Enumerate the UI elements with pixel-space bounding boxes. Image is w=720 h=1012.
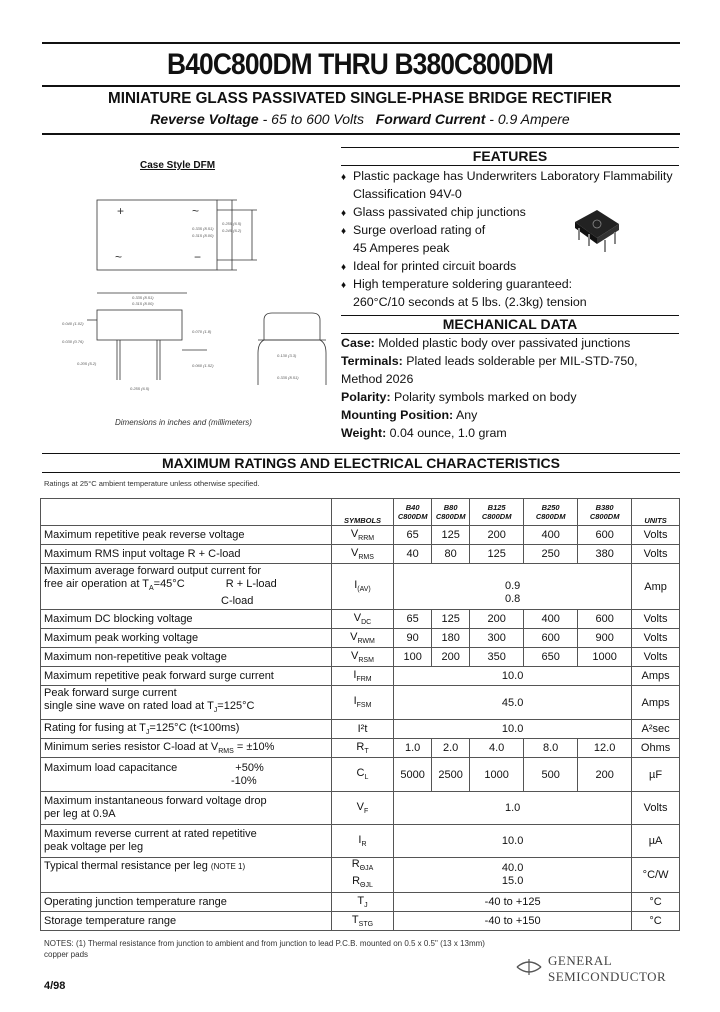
svg-text:0.335 (8.51): 0.335 (8.51) bbox=[192, 226, 214, 231]
features-heading: FEATURES bbox=[472, 148, 548, 164]
row-desc: Maximum average forward output current for free air operation at $T_A=45^\circ C$ R + L-load C-load bbox=[41, 564, 332, 610]
svg-text:0.255 (6.5): 0.255 (6.5) bbox=[222, 221, 242, 226]
reverse-voltage-value: - 65 to 600 Volts bbox=[258, 111, 365, 127]
row-value: 2500 bbox=[432, 758, 470, 792]
row-value: 0.9 0.8 bbox=[394, 564, 632, 610]
svg-text:~: ~ bbox=[115, 250, 123, 264]
features-rule-bottom bbox=[341, 165, 679, 166]
brand-general: GENERAL bbox=[548, 953, 613, 968]
table-row bbox=[41, 720, 680, 739]
header-part: B125 C800DM bbox=[470, 499, 524, 526]
feature-item: ♦ Plastic package has Underwriters Laboratory Flammability bbox=[341, 169, 673, 183]
svg-text:0.030 (0.76): 0.030 (0.76) bbox=[62, 339, 84, 344]
row-desc: Typical thermal resistance per leg (NOTE 1) bbox=[41, 858, 332, 893]
row-symbol: $V_F$ bbox=[331, 792, 393, 825]
dimensions-caption: Dimensions in inches and (millimeters) bbox=[115, 418, 252, 427]
header-part: B40 C800DM bbox=[394, 499, 432, 526]
row-symbol: $V_{DC}$ bbox=[331, 610, 393, 629]
row-value: 500 bbox=[524, 758, 578, 792]
row-value: 4.0 bbox=[470, 739, 524, 758]
row-value: 5000 bbox=[394, 758, 432, 792]
header-blank bbox=[41, 499, 332, 526]
row-value: 650 bbox=[524, 648, 578, 667]
header-units: UNITS bbox=[632, 499, 680, 526]
row-value: 2.0 bbox=[432, 739, 470, 758]
row-value: 380 bbox=[578, 545, 632, 564]
row-desc: Maximum repetitive peak forward surge current bbox=[41, 667, 332, 686]
svg-text:+: + bbox=[117, 204, 125, 218]
row-value: 10.0 bbox=[394, 825, 632, 858]
ratings-heading: MAXIMUM RATINGS AND ELECTRICAL CHARACTERISTICS bbox=[162, 455, 560, 471]
row-value: -40 to +125 bbox=[394, 893, 632, 912]
table-row bbox=[41, 792, 680, 825]
table-row bbox=[41, 758, 680, 792]
row-value: 400 bbox=[524, 526, 578, 545]
row-desc: Operating junction temperature range bbox=[41, 893, 332, 912]
row-desc: Maximum RMS input voltage R + C-load bbox=[41, 545, 332, 564]
feature-item: ♦ Glass passivated chip junctions bbox=[341, 205, 526, 219]
row-symbol: $V_{RRM}$ bbox=[331, 526, 393, 545]
table-row bbox=[41, 825, 680, 858]
row-symbol: $R_T$ bbox=[331, 739, 393, 758]
row-value: 125 bbox=[432, 526, 470, 545]
general-semiconductor-logo-icon bbox=[513, 955, 545, 979]
row-unit: Volts bbox=[632, 792, 680, 825]
row-unit: µF bbox=[632, 758, 680, 792]
row-value: 400 bbox=[524, 610, 578, 629]
row-unit: Ohms bbox=[632, 739, 680, 758]
package-dimension-drawing bbox=[42, 175, 332, 425]
svg-text:−: − bbox=[194, 250, 202, 264]
row-value: 65 bbox=[394, 610, 432, 629]
row-unit: Volts bbox=[632, 648, 680, 667]
row-value: 200 bbox=[432, 648, 470, 667]
row-desc: Maximum non-repetitive peak voltage bbox=[41, 648, 332, 667]
row-unit: °C bbox=[632, 893, 680, 912]
row-unit: A²sec bbox=[632, 720, 680, 739]
row-value: 40 bbox=[394, 545, 432, 564]
mech-mounting: Mounting Position: Any bbox=[341, 408, 478, 422]
row-unit: Amp bbox=[632, 564, 680, 610]
mech-terminals: Terminals: Plated leads solderable per MIL-STD-750, bbox=[341, 354, 638, 368]
row-desc: Minimum series resistor C-load at $V_{RMS} = \pm 10\%$ bbox=[41, 739, 332, 758]
row-value: 180 bbox=[432, 629, 470, 648]
row-value: 125 bbox=[470, 545, 524, 564]
row-symbol: $I_{(AV)}$ bbox=[331, 564, 393, 610]
row-desc: Maximum DC blocking voltage bbox=[41, 610, 332, 629]
svg-text:0.205 (5.2): 0.205 (5.2) bbox=[77, 361, 97, 366]
table-row bbox=[41, 564, 680, 610]
header-rule bbox=[42, 133, 680, 135]
forward-current-value: - 0.9 Ampere bbox=[485, 111, 570, 127]
row-symbol: I²t bbox=[331, 720, 393, 739]
svg-text:0.070 (1.8): 0.070 (1.8) bbox=[192, 329, 212, 334]
row-value: 45.0 bbox=[394, 686, 632, 720]
svg-text:~: ~ bbox=[192, 204, 200, 218]
svg-text:0.315 (8.00): 0.315 (8.00) bbox=[132, 301, 154, 306]
row-value: 200 bbox=[578, 758, 632, 792]
row-desc: Maximum reverse current at rated repetitive peak voltage per leg bbox=[41, 825, 332, 858]
ratings-rule-bottom bbox=[42, 472, 680, 473]
reverse-voltage-label: Reverse Voltage bbox=[150, 111, 259, 127]
row-symbol: $T_{STG}$ bbox=[331, 912, 393, 931]
row-value: 1.0 bbox=[394, 792, 632, 825]
mech-case: Case: Molded plastic body over passivated junctions bbox=[341, 336, 631, 350]
table-row bbox=[41, 858, 680, 893]
rating-summary bbox=[0, 111, 720, 127]
header-part: B250 C800DM bbox=[524, 499, 578, 526]
row-value: 125 bbox=[432, 610, 470, 629]
top-rule bbox=[42, 42, 680, 44]
notes-line-1: NOTES: (1) Thermal resistance from junction to ambient and from junction to lead P.C.B. mounted on 0.5 x 0.5" (13 x 13mm) bbox=[44, 939, 485, 948]
row-symbol: $R_{\Theta JA}$ $R_{\Theta JL}$ bbox=[331, 858, 393, 893]
notes-line-2: copper pads bbox=[44, 950, 89, 959]
table-row bbox=[41, 629, 680, 648]
header-symbols: SYMBOLS bbox=[331, 499, 393, 526]
svg-text:0.130 (3.3): 0.130 (3.3) bbox=[277, 353, 297, 358]
feature-item-cont: 45 Amperes peak bbox=[353, 241, 450, 255]
table-row bbox=[41, 739, 680, 758]
forward-current-label: Forward Current bbox=[375, 111, 486, 127]
row-desc: Storage temperature range bbox=[41, 912, 332, 931]
row-unit: Volts bbox=[632, 629, 680, 648]
row-unit: °C/W bbox=[632, 858, 680, 893]
table-row bbox=[41, 545, 680, 564]
row-symbol: $I_{FSM}$ bbox=[331, 686, 393, 720]
brand-semiconductor: SEMICONDUCTOR bbox=[548, 969, 667, 984]
row-desc: Maximum peak working voltage bbox=[41, 629, 332, 648]
row-symbol: $V_{RWM}$ bbox=[331, 629, 393, 648]
row-value: 1.0 bbox=[394, 739, 432, 758]
row-desc: Maximum repetitive peak reverse voltage bbox=[41, 526, 332, 545]
case-style-label: Case Style DFM bbox=[140, 160, 216, 171]
row-desc: Maximum load capacitance +50% -10% bbox=[41, 758, 332, 792]
row-unit: Volts bbox=[632, 526, 680, 545]
row-value: 80 bbox=[432, 545, 470, 564]
row-value: 600 bbox=[578, 610, 632, 629]
date-code: 4/98 bbox=[44, 980, 66, 992]
svg-text:0.255 (6.5): 0.255 (6.5) bbox=[130, 386, 150, 391]
svg-text:0.040 (1.02): 0.040 (1.02) bbox=[62, 321, 84, 326]
header-part: B80 C800DM bbox=[432, 499, 470, 526]
row-desc: Maximum instantaneous forward voltage drop per leg at 0.9A bbox=[41, 792, 332, 825]
table-row bbox=[41, 526, 680, 545]
page-subtitle: MINIATURE GLASS PASSIVATED SINGLE-PHASE BRIDGE RECTIFIER bbox=[108, 90, 612, 107]
svg-text:0.315 (8.00): 0.315 (8.00) bbox=[192, 233, 214, 238]
row-symbol: $C_L$ bbox=[331, 758, 393, 792]
row-value: 100 bbox=[394, 648, 432, 667]
row-symbol: $V_{RMS}$ bbox=[331, 545, 393, 564]
feature-item: ♦ Surge overload rating of bbox=[341, 223, 486, 237]
ratings-rule-top bbox=[42, 453, 680, 454]
table-header-row bbox=[41, 499, 680, 526]
row-symbol: $T_J$ bbox=[331, 893, 393, 912]
row-unit: µA bbox=[632, 825, 680, 858]
row-value: 200 bbox=[470, 526, 524, 545]
row-value: 1000 bbox=[578, 648, 632, 667]
row-value: 90 bbox=[394, 629, 432, 648]
row-value: 10.0 bbox=[394, 667, 632, 686]
row-value: 600 bbox=[524, 629, 578, 648]
row-unit: Amps bbox=[632, 686, 680, 720]
svg-text:0.335 (8.51): 0.335 (8.51) bbox=[277, 375, 299, 380]
mech-polarity: Polarity: Polarity symbols marked on body bbox=[341, 390, 577, 404]
row-value: 200 bbox=[470, 610, 524, 629]
row-unit: Volts bbox=[632, 545, 680, 564]
mech-terminals-cont: Method 2026 bbox=[341, 372, 414, 386]
row-value: 8.0 bbox=[524, 739, 578, 758]
table-row bbox=[41, 686, 680, 720]
row-value: 250 bbox=[524, 545, 578, 564]
row-value: -40 to +150 bbox=[394, 912, 632, 931]
svg-text:0.060 (1.52): 0.060 (1.52) bbox=[192, 363, 214, 368]
row-unit: Amps bbox=[632, 667, 680, 686]
feature-item: ♦ High temperature soldering guaranteed: bbox=[341, 277, 573, 291]
row-unit: °C bbox=[632, 912, 680, 931]
row-symbol: $I_{FRM}$ bbox=[331, 667, 393, 686]
mech-weight: Weight: 0.04 ounce, 1.0 gram bbox=[341, 426, 507, 440]
row-value: 600 bbox=[578, 526, 632, 545]
svg-text:0.245 (6.2): 0.245 (6.2) bbox=[222, 228, 242, 233]
table-row bbox=[41, 667, 680, 686]
ratings-table bbox=[40, 498, 680, 931]
feature-item-cont: Classification 94V-0 bbox=[353, 187, 462, 201]
row-value: 10.0 bbox=[394, 720, 632, 739]
row-symbol: $I_R$ bbox=[331, 825, 393, 858]
header-part: B380 C800DM bbox=[578, 499, 632, 526]
row-desc: Peak forward surge current single sine wave on rated load at $T_J=125^\circ C$ bbox=[41, 686, 332, 720]
table-row bbox=[41, 893, 680, 912]
feature-item: ♦ Ideal for printed circuit boards bbox=[341, 259, 517, 273]
component-photo bbox=[565, 200, 625, 255]
row-value: 350 bbox=[470, 648, 524, 667]
row-desc: Rating for fusing at $T_J=125^\circ C$ (t<100ms) bbox=[41, 720, 332, 739]
row-value: 12.0 bbox=[578, 739, 632, 758]
table-row bbox=[41, 648, 680, 667]
row-value: 300 bbox=[470, 629, 524, 648]
row-value: 40.0 15.0 bbox=[394, 858, 632, 893]
row-value: 65 bbox=[394, 526, 432, 545]
page-title: B40C800DM THRU B380C800DM bbox=[167, 48, 553, 81]
title-rule bbox=[42, 85, 680, 87]
table-row bbox=[41, 912, 680, 931]
table-row bbox=[41, 610, 680, 629]
row-value: 900 bbox=[578, 629, 632, 648]
feature-item-cont: 260°C/10 seconds at 5 lbs. (2.3kg) tension bbox=[353, 295, 587, 309]
mechanical-heading: MECHANICAL DATA bbox=[442, 316, 578, 332]
row-unit: Volts bbox=[632, 610, 680, 629]
row-value: 1000 bbox=[470, 758, 524, 792]
svg-text:0.335 (8.51): 0.335 (8.51) bbox=[132, 295, 154, 300]
ratings-note: Ratings at 25°C ambient temperature unless otherwise specified. bbox=[44, 479, 260, 488]
row-symbol: $V_{RSM}$ bbox=[331, 648, 393, 667]
